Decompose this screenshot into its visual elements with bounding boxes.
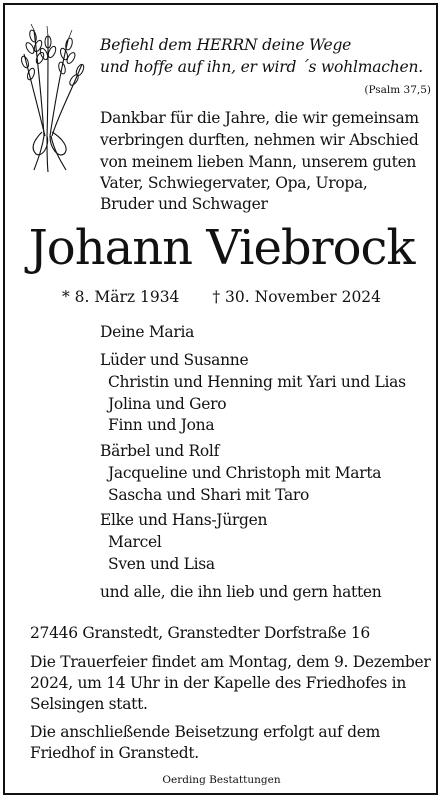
family-member: Marcel (108, 533, 162, 551)
family-member: Finn und Jona (108, 416, 215, 434)
death-date: † 30. November 2024 (212, 288, 382, 306)
family-member: Christin und Henning mit Yari und Lias (108, 373, 406, 391)
family-member: Elke und Hans-Jürgen (100, 511, 268, 529)
intro-line: Dankbar für die Jahre, die wir gemeinsam (100, 109, 419, 127)
address: 27446 Granstedt, Granstedter Dorfstraße 16 (30, 624, 370, 642)
verse-reference: (Psalm 37,5) (364, 84, 431, 96)
family-member: Jolina und Gero (108, 395, 227, 413)
family-member: Deine Maria (100, 323, 195, 341)
deceased-name: Johann Viebrock (28, 220, 415, 276)
family-member: Lüder und Susanne (100, 351, 249, 369)
family-member: Sascha und Shari mit Taro (108, 486, 310, 504)
family-member: Bärbel und Rolf (100, 442, 220, 460)
intro-line: von meinem lieben Mann, unserem guten (100, 153, 417, 171)
family-closing-line: und alle, die ihn lieb und gern hatten (100, 583, 382, 601)
intro-line: verbringen durften, nehmen wir Abschied (100, 131, 419, 149)
family-member: Sven und Lisa (108, 555, 215, 573)
life-dates (0, 288, 443, 306)
intro-line: Bruder und Schwager (100, 195, 268, 213)
undertaker-name: Oerding Bestattungen (162, 774, 281, 786)
service-line: Selsingen statt. (30, 695, 148, 713)
burial-line: Die anschließende Beisetzung erfolgt auf dem (30, 723, 380, 741)
service-line: Die Trauerfeier findet am Montag, dem 9. Dezember (30, 653, 431, 671)
family-member: Jacqueline und Christoph mit Marta (108, 464, 382, 482)
intro-line: Vater, Schwiegervater, Opa, Uropa, (100, 174, 368, 192)
wheat-sheaf-icon (14, 24, 92, 174)
bible-verse-line-1: Befiehl dem HERRN deine Wege (100, 36, 352, 54)
birth-date: * 8. März 1934 (61, 288, 180, 306)
bible-verse-line-2: und hoffe auf ihn, er wird ´s wohlmachen. (100, 58, 424, 76)
burial-line: Friedhof in Granstedt. (30, 744, 199, 762)
service-line: 2024, um 14 Uhr in der Kapelle des Friedhofes in (30, 674, 407, 692)
